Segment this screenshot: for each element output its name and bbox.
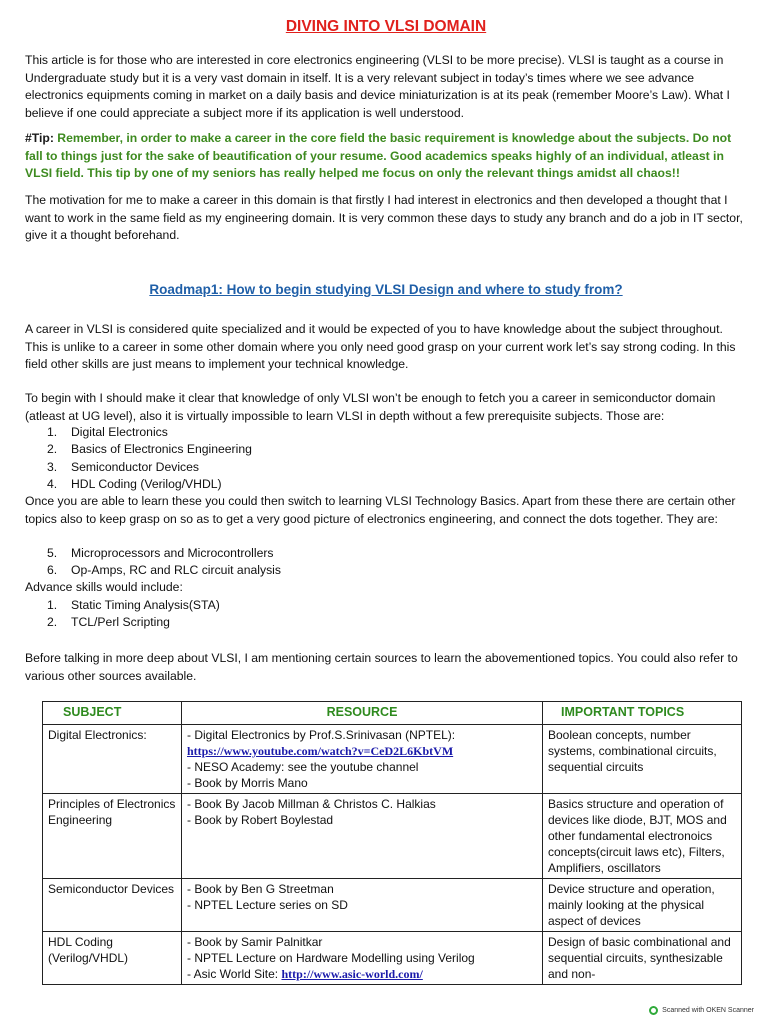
advance-intro: Advance skills would include:	[25, 580, 183, 594]
table-row	[43, 932, 742, 985]
sources-paragraph: Before talking in more deep about VLSI, I am mentioning certain sources to learn the abovementioned topics. You could also refer to various other sources available.	[25, 651, 738, 683]
once-paragraph: Once you are able to learn these you could then switch to learning VLSI Technology Basics. Apart from these there are certain other topics also to keep grasp on so as to get a very good picture of electronics engineering, and connect the dots together. They are:	[25, 494, 736, 526]
resource-cell: - Book By Jacob Millman & Christos C. Halkias - Book by Robert Boylestad	[182, 794, 543, 879]
youtube-link[interactable]: https://www.youtube.com/watch?v=CeD2L6KbtVM	[187, 744, 454, 758]
intro-paragraph: This article is for those who are interested in core electronics engineering (VLSI to be more precise). VLSI is taught as a course in Undergraduate study but it is a very vast domain in itself. It is a very relevant subject in today’s times where we see advance electronics equipments coming in market on a daily basis and device miniaturization is at its peak (remember Moore’s Law). What I believe if one could appreciate a subject more if its application is well understood.	[25, 53, 730, 120]
topics-cell: Device structure and operation, mainly looking at the physical aspect of devices	[543, 879, 742, 932]
advance-skills-list	[47, 597, 220, 632]
begin-paragraph: To begin with I should make it clear that knowledge of only VLSI won’t be enough to fetch you a career in semiconductor domain (atleast at UG level), also it is virtually impossible to learn VLSI in depth without a few prerequisite subjects. Those are:	[25, 391, 716, 423]
page-title: DIVING INTO VLSI DOMAIN	[285, 18, 487, 35]
resource-table	[42, 701, 742, 985]
list-item: 1. Static Timing Analysis(STA)	[47, 598, 220, 612]
list-item: 6. Op-Amps, RC and RLC circuit analysis	[47, 563, 281, 578]
subject-cell: Digital Electronics:	[43, 725, 182, 794]
career-paragraph: A career in VLSI is considered quite specialized and it would be expected of you to have knowledge about the subject throughout. This is unlike to a career in some other domain where you only need good grasp on your current work let’s say strong coding. In this field other skills are just means to implement your technical knowledge.	[25, 322, 736, 371]
header-resource: RESOURCE	[182, 702, 543, 725]
asic-world-link[interactable]: http://www.asic-world.com/	[281, 967, 423, 981]
resource-cell: - Book by Samir Palnitkar - NPTEL Lecture on Hardware Modelling using Verilog - Asic World Site: http://www.asic-world.com/	[182, 932, 543, 985]
scanner-watermark: Scanned with OKEN Scanner	[649, 1006, 754, 1015]
scanner-logo-icon	[649, 1006, 658, 1015]
header-subject: SUBJECT	[43, 702, 182, 725]
table-header-row	[43, 702, 742, 725]
prerequisite-list	[47, 424, 252, 493]
list-item: 4. HDL Coding (Verilog/VHDL)	[47, 476, 222, 491]
tip-paragraph	[25, 130, 747, 183]
resource-cell: - Book by Ben G Streetman - NPTEL Lecture series on SD	[182, 879, 543, 932]
list-item: 3. Semiconductor Devices	[47, 459, 200, 474]
header-topics: IMPORTANT TOPICS	[543, 702, 742, 725]
table-row	[43, 794, 742, 879]
other-topics-list	[47, 545, 281, 580]
list-item: 2. Basics of Electronics Engineering	[47, 442, 252, 457]
topics-cell: Basics structure and operation of devices like diode, BJT, MOS and other fundamental electronoics concepts(circuit laws etc), Filters, Amplifiers, oscillators	[543, 794, 742, 879]
topics-cell: Boolean concepts, number systems, combinational circuits, sequential circuits	[543, 725, 742, 794]
list-item: 2. TCL/Perl Scripting	[47, 615, 170, 630]
table-row	[43, 725, 742, 794]
tip-text: Remember, in order to make a career in the core field the basic requirement is knowledge about the subjects. Do not fall to things just for the sake of beautification of your resume. Good academics speaks highly of an individual, atleast in VLSI field. This tip by one of my seniors has really helped me focus on only the relevant things amidst all chaos!!	[25, 131, 732, 180]
topics-cell: Design of basic combinational and sequential circuits, synthesizable and non-	[543, 932, 742, 985]
subject-cell: Semiconductor Devices	[43, 879, 182, 932]
motivation-paragraph: The motivation for me to make a career in this domain is that firstly I had interest in electronics and then developed a thought that I want to work in the same field as my engineering domain. It is very common these days to study any branch and do a job in IT sector, give it a thought beforehand.	[25, 193, 743, 242]
table-row	[43, 879, 742, 932]
tip-label: #Tip:	[25, 131, 54, 145]
resource-cell: - Digital Electronics by Prof.S.Srinivasan (NPTEL): https://www.youtube.com/watch?v=CeD2L6KbtVM - NESO Academy: see the youtube channel - Book by Morris Mano	[182, 725, 543, 794]
subject-cell: Principles of Electronics Engineering	[43, 794, 182, 879]
list-item: 5. Microprocessors and Microcontrollers	[47, 546, 274, 560]
subject-cell: HDL Coding (Verilog/VHDL)	[43, 932, 182, 985]
list-item: 1. Digital Electronics	[47, 425, 168, 439]
roadmap-heading: Roadmap1: How to begin studying VLSI Design and where to study from?	[149, 282, 623, 297]
